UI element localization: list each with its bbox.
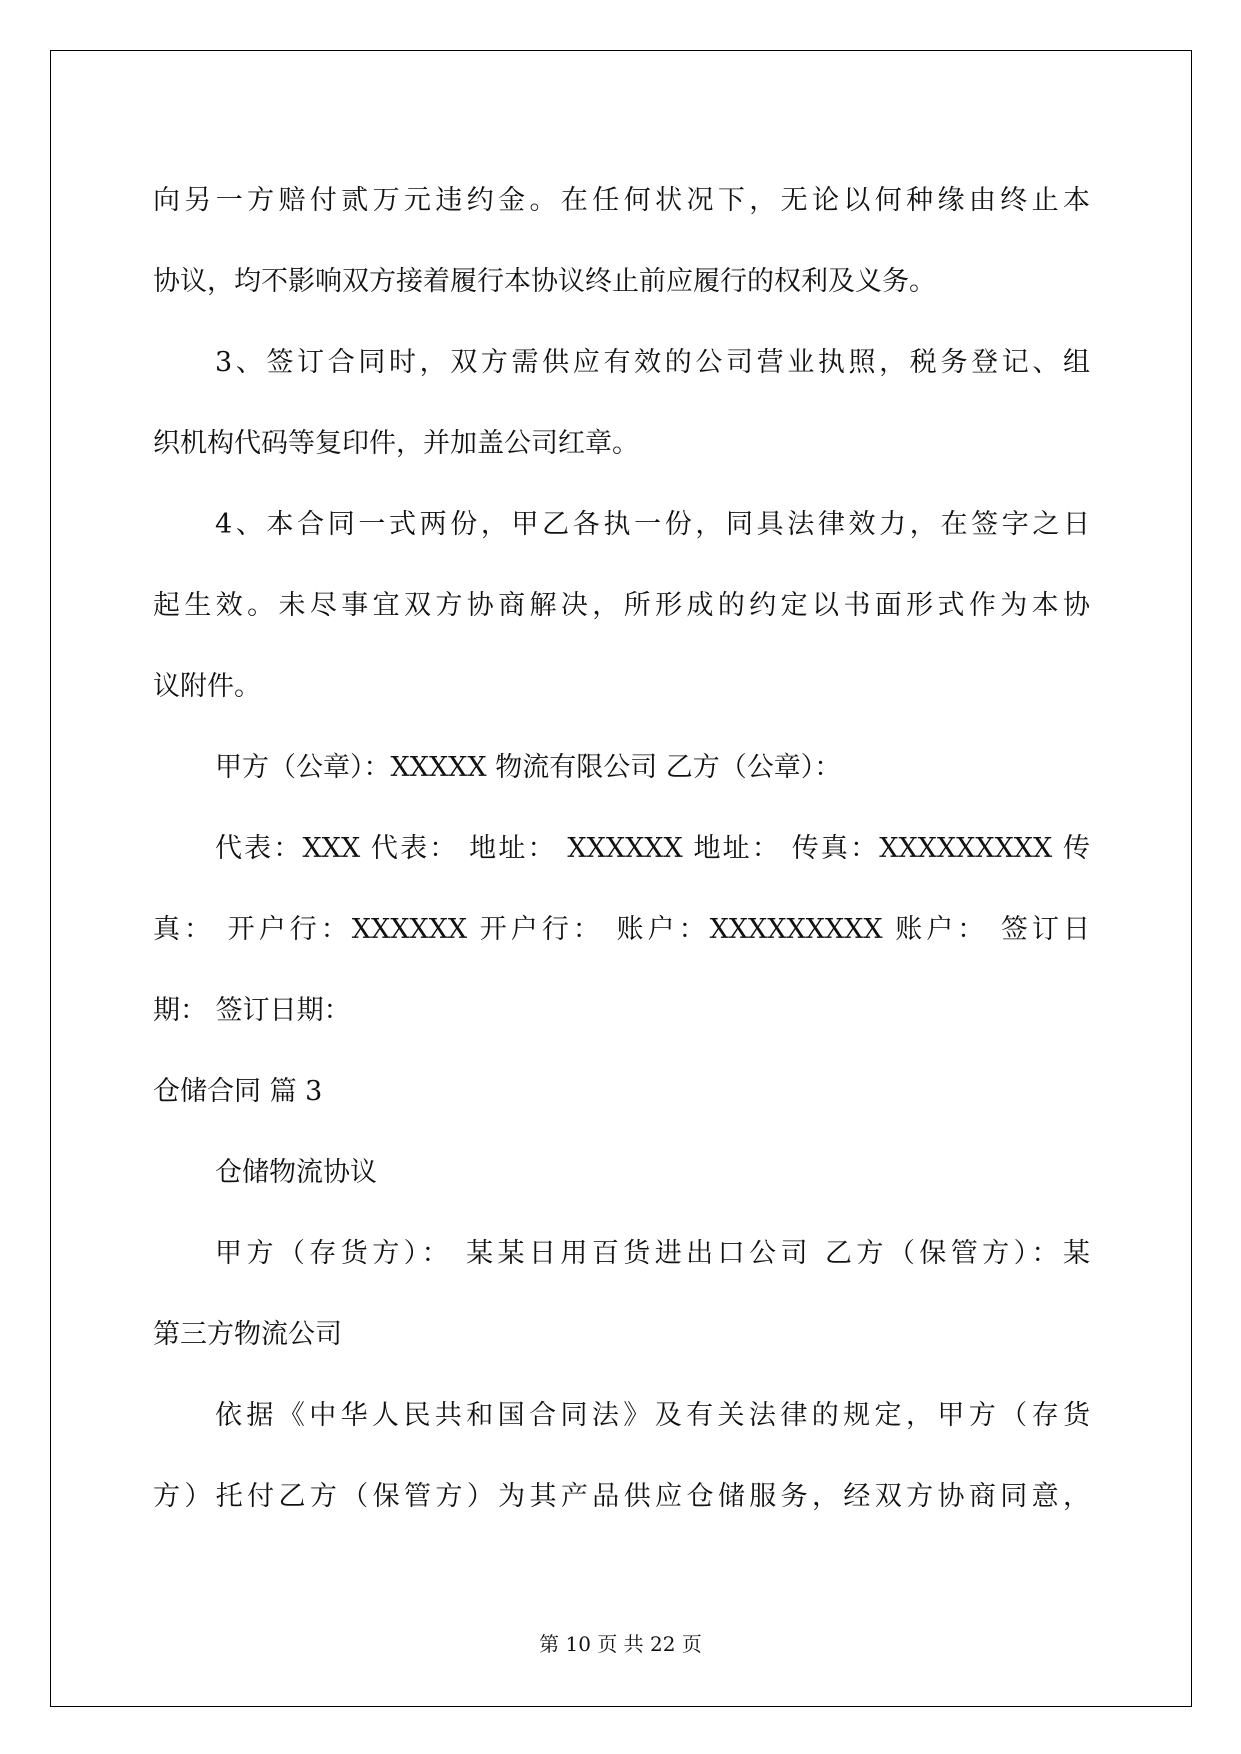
text-line: 向另一方赔付贰万元违约金。在任何状况下，无论以何种缘由终止本 bbox=[153, 185, 1090, 216]
text-line: 起生效。未尽事宜双方协商解决，所形成的约定以书面形式作为本协 bbox=[153, 590, 1090, 621]
text-line: 4、本合同一式两份，甲乙各执一份，同具法律效力，在签字之日 bbox=[215, 509, 1090, 540]
text-line: 依据《中华人民共和国合同法》及有关法律的规定，甲方（存货 bbox=[215, 1400, 1090, 1431]
text-line: 真： 开户行：XXXXXX 开户行： 账户：XXXXXXXXX 账户： 签订日 bbox=[153, 914, 1090, 945]
text-line: 第三方物流公司 bbox=[153, 1319, 342, 1350]
text-line: 议附件。 bbox=[153, 671, 261, 702]
page-number: 第 10 页 共 22 页 bbox=[539, 1632, 702, 1656]
document-body bbox=[153, 160, 1090, 1537]
text-line: 协议，均不影响双方接着履行本协议终止前应履行的权利及义务。 bbox=[153, 266, 936, 297]
text-line: 期： 签订日期： bbox=[153, 995, 351, 1026]
document-title: 仓储物流协议 bbox=[215, 1157, 377, 1188]
text-line: 甲方（存货方）： 某某日用百货进出口公司 乙方（保管方）：某 bbox=[215, 1238, 1090, 1269]
text-line: 3、签订合同时，双方需供应有效的公司营业执照，税务登记、组 bbox=[215, 347, 1090, 378]
signature-line: 甲方（公章）：XXXXX 物流有限公司 乙方（公章）： bbox=[215, 752, 842, 783]
text-line: 代表：XXX 代表： 地址： XXXXXX 地址： 传真：XXXXXXXXX 传 bbox=[215, 833, 1090, 864]
text-line: 方）托付乙方（保管方）为其产品供应仓储服务，经双方协商同意， bbox=[153, 1481, 1090, 1512]
text-line: 织机构代码等复印件，并加盖公司红章。 bbox=[153, 428, 639, 459]
section-heading: 仓储合同 篇 3 bbox=[153, 1076, 323, 1107]
